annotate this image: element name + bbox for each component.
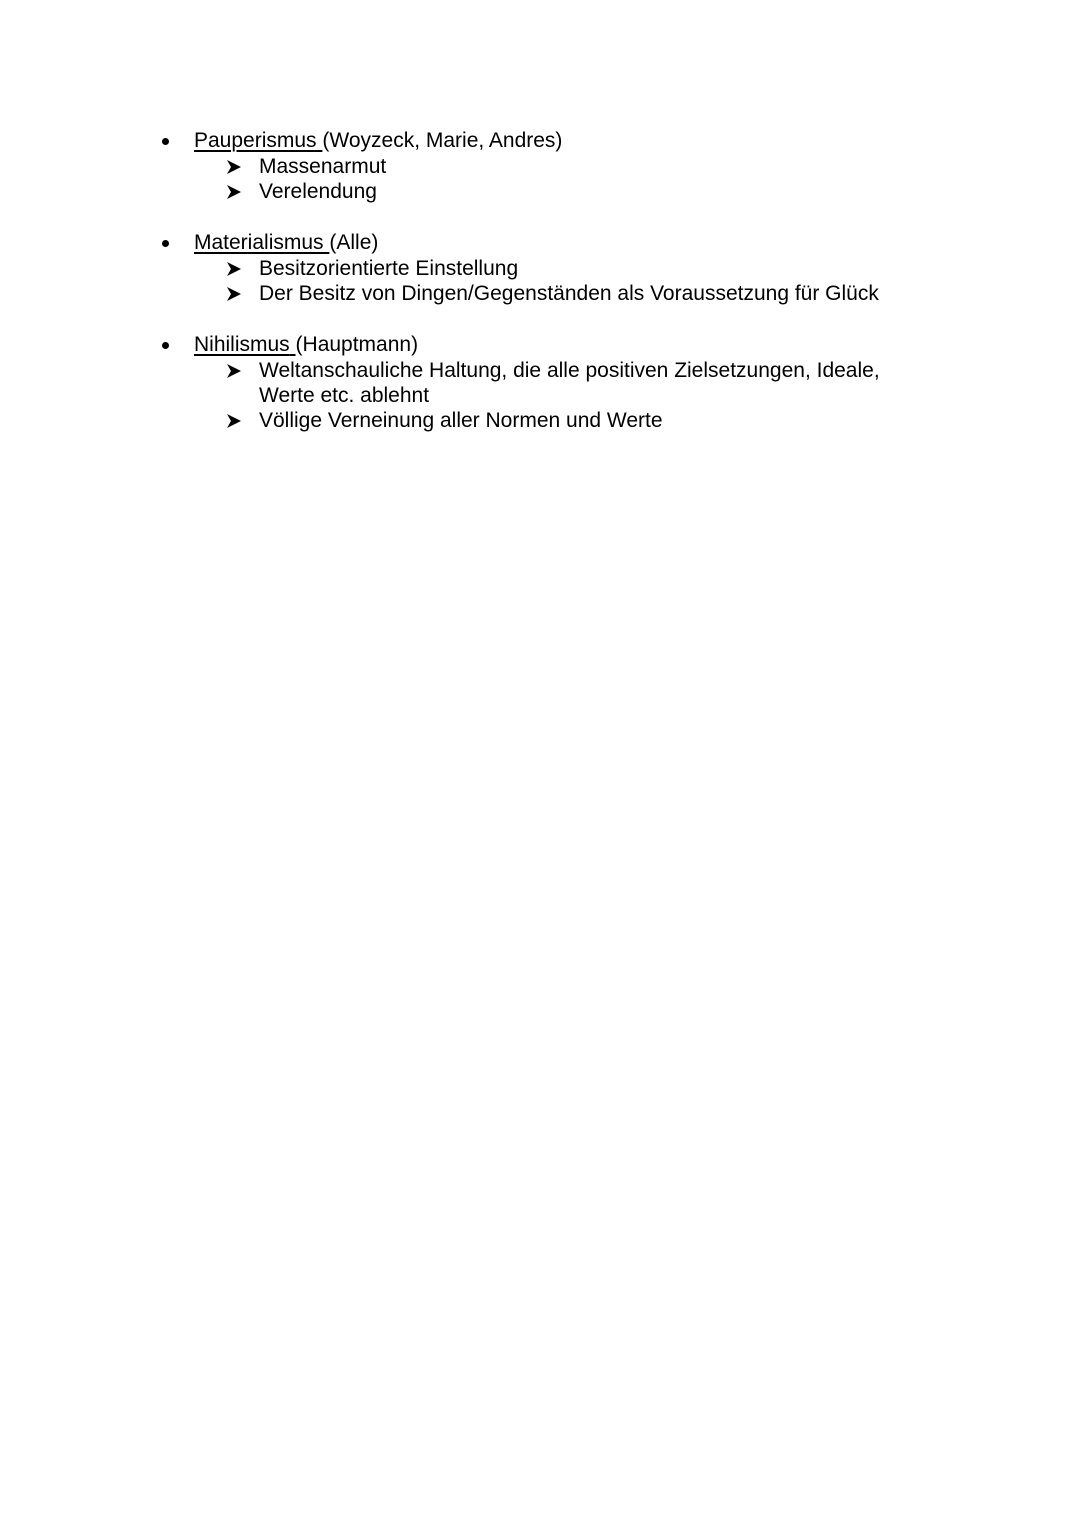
list-item: Massenarmut — [160, 154, 940, 179]
arrowhead-icon — [227, 414, 241, 428]
term-note: (Alle) — [329, 231, 379, 254]
section-heading — [160, 230, 940, 256]
list-item: Besitzorientierte Einstellung — [160, 256, 940, 281]
sub-list — [160, 358, 940, 433]
term-note: (Hauptmann) — [295, 333, 419, 356]
arrowhead-icon — [227, 364, 241, 378]
arrowhead-icon — [227, 287, 241, 301]
list-item: Völlige Verneinung aller Normen und Werte — [160, 408, 940, 433]
list-item: Weltanschauliche Haltung, die alle positiven Zielsetzungen, Ideale, Werte etc. ablehnt — [160, 358, 940, 408]
bullet-icon — [162, 342, 169, 349]
bullet-icon — [162, 138, 169, 145]
list-item: Verelendung — [160, 179, 940, 204]
arrowhead-icon — [227, 262, 241, 276]
term-title: Pauperismus — [194, 129, 317, 152]
arrowhead-icon — [227, 160, 241, 174]
section-nihilismus — [160, 332, 940, 433]
section-heading — [160, 128, 940, 154]
section-pauperismus — [160, 128, 940, 204]
sub-list — [160, 256, 940, 306]
term-note: (Woyzeck, Marie, Andres) — [322, 129, 563, 152]
sub-list — [160, 154, 940, 204]
list-item: Der Besitz von Dingen/Gegenständen als Voraussetzung für Glück — [160, 281, 940, 306]
term-title: Nihilismus — [194, 333, 290, 356]
arrowhead-icon — [227, 185, 241, 199]
bullet-icon — [162, 240, 169, 247]
section-materialismus — [160, 230, 940, 306]
section-heading — [160, 332, 940, 358]
term-title: Materialismus — [194, 231, 324, 254]
